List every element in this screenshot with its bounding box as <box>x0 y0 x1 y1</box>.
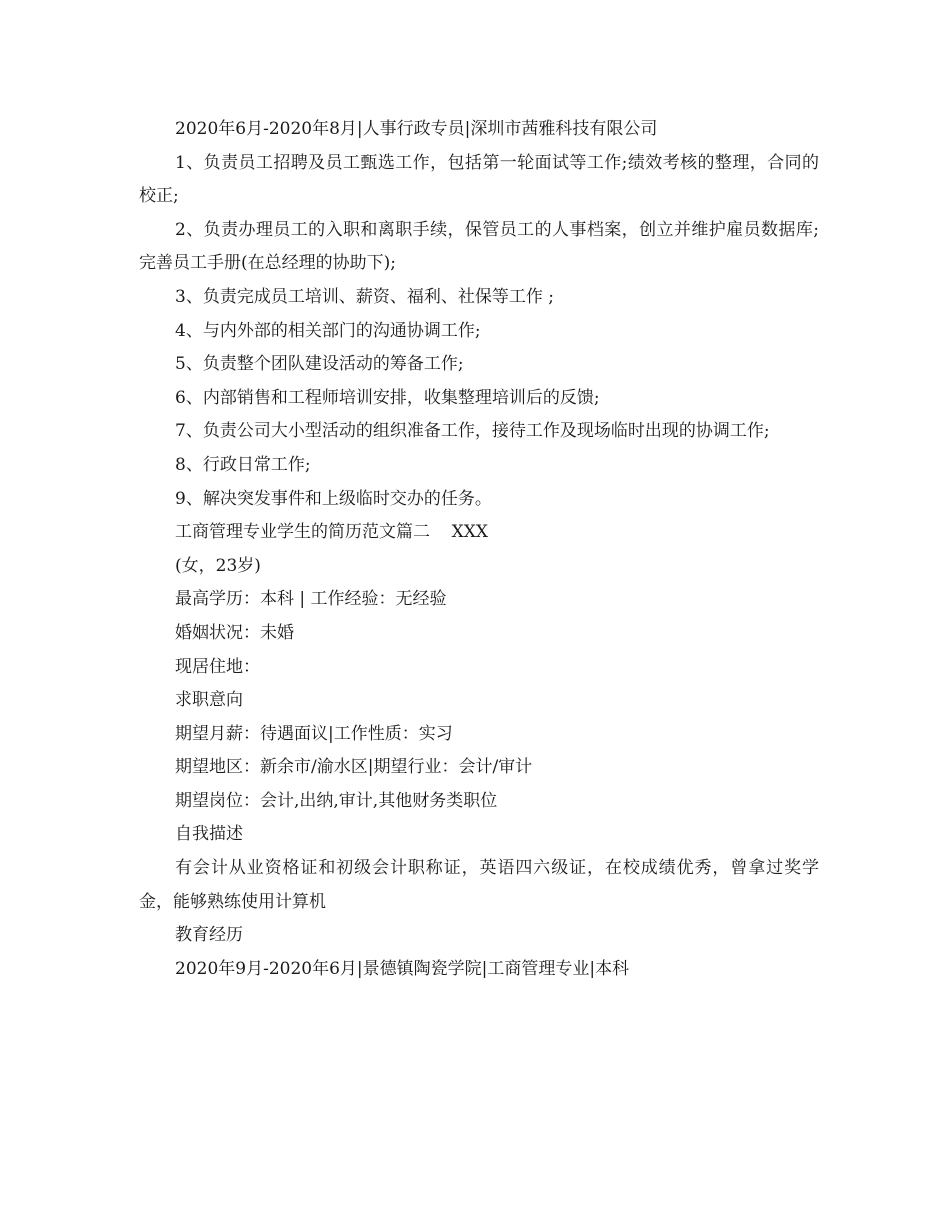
duty-item-2: 2、负责办理员工的入职和离职手续，保管员工的人事档案，创立并维护雇员数据库;完善员工手册(在总经理的协助下); <box>139 219 819 274</box>
duty-item-9: 9、解决突发事件和上级临时交办的任务。 <box>175 488 492 509</box>
duty-item-5: 5、负责整个团队建设活动的筹备工作; <box>175 354 464 375</box>
resume-title: 工商管理专业学生的简历范文篇二 XXX <box>175 522 488 543</box>
education-entry: 2020年9月-2020年6月|景德镇陶瓷学院|工商管理专业|本科 <box>175 958 630 979</box>
expected-position: 期望岗位：会计,出纳,审计,其他财务类职位 <box>175 790 498 811</box>
marital-status: 婚姻状况：未婚 <box>175 622 294 643</box>
duty-item-3: 3、负责完成员工培训、薪资、福利、社保等工作 ; <box>175 286 554 307</box>
self-description-text: 有会计从业资格证和初级会计职称证，英语四六级证，在校成绩优秀，曾拿过奖学金，能够熟练使用计算机 <box>139 858 819 912</box>
duty-item-1: 1、负责员工招聘及员工甄选工作，包括第一轮面试等工作;绩效考核的整理，合同的校正; <box>139 152 819 207</box>
work-period-line: 2020年6月-2020年8月|人事行政专员|深圳市茜雅科技有限公司 <box>175 119 658 139</box>
education-heading: 教育经历 <box>175 925 243 946</box>
expected-salary: 期望月薪：待遇面议|工作性质：实习 <box>175 723 453 744</box>
expected-region: 期望地区：新余市/渝水区|期望行业：会计/审计 <box>175 757 533 778</box>
document-body <box>139 113 819 986</box>
job-intention-heading: 求职意向 <box>175 690 243 711</box>
duty-item-7: 7、负责公司大小型活动的组织准备工作，接待工作及现场临时出现的协调工作; <box>175 421 770 442</box>
duty-item-8: 8、行政日常工作; <box>175 454 311 475</box>
duty-item-4: 4、与内外部的相关部门的沟通协调工作; <box>175 320 481 341</box>
education-experience-summary: 最高学历：本科 | 工作经验：无经验 <box>175 589 447 610</box>
duty-item-6: 6、内部销售和工程师培训安排，收集整理培训后的反馈; <box>175 387 600 408</box>
current-residence: 现居住地： <box>175 656 260 677</box>
self-description-heading: 自我描述 <box>175 824 243 845</box>
gender-age: (女，23岁) <box>175 555 261 576</box>
